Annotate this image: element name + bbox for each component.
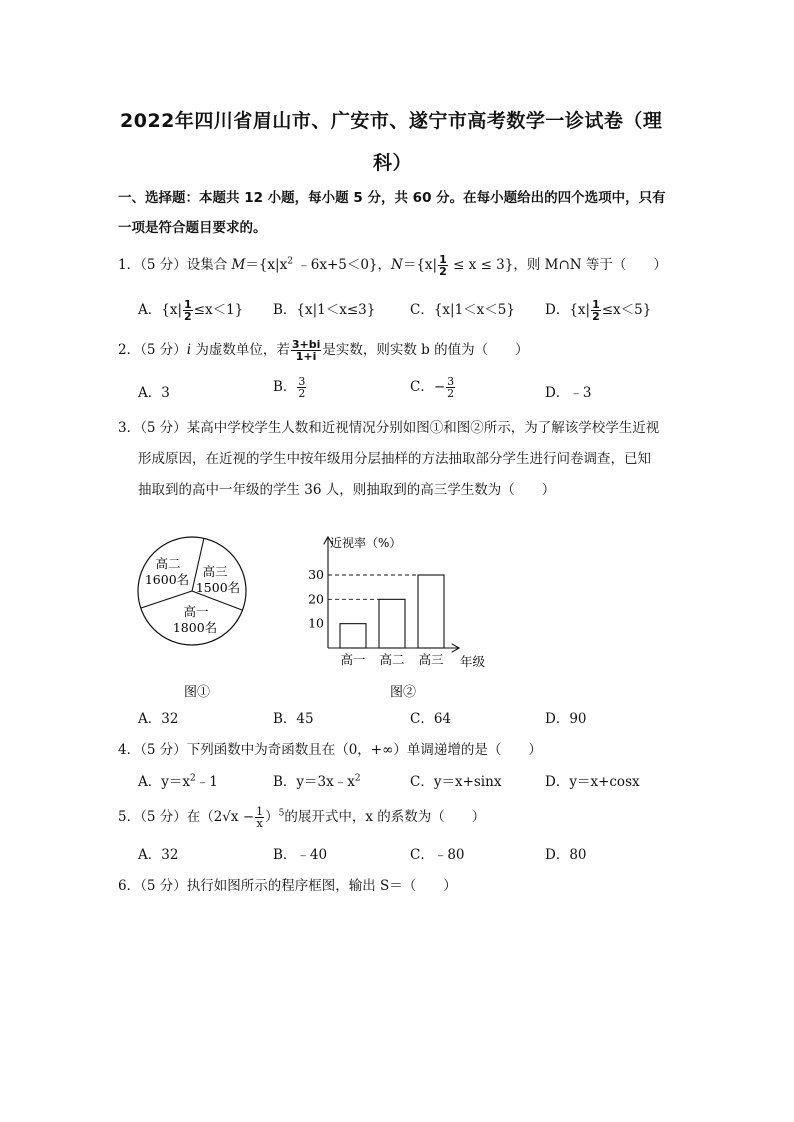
pie-label-g2: 高二 xyxy=(155,556,181,571)
pie-label-g1: 高一 xyxy=(183,604,209,619)
pie-label-g3: 高三 xyxy=(202,564,228,579)
q1-optd-den: 2 xyxy=(592,310,600,323)
q2-optc-num: 3 xyxy=(447,375,455,388)
q1-n-rest: ≤ x ≤ 3}，则 M∩N 等于（ ） xyxy=(448,257,667,273)
q1-opta-frac xyxy=(183,299,193,322)
q2-optc-pre: C．− xyxy=(410,379,446,395)
question-2 xyxy=(118,338,529,362)
q1-opta-num: 1 xyxy=(184,298,192,311)
q2-rest: 是实数，则实数 b 的值为（ ） xyxy=(322,342,529,358)
q5-rest: 的展开式中，x 的系数为（ ） xyxy=(284,809,486,825)
q1-optd-num: 1 xyxy=(592,298,600,311)
q1-set-m: M xyxy=(231,257,246,273)
q1-m-rest: ﹣6x+5＜0}， xyxy=(292,257,392,273)
q1-frac-den: 2 xyxy=(439,265,447,278)
q4-opta-pre: A．y＝x xyxy=(138,774,190,790)
q5-option-a: A．32 xyxy=(138,847,179,863)
q1-option-a xyxy=(138,298,243,322)
q5-prefix: 5．（5 分）在（2√x − xyxy=(118,809,255,825)
q4-option-a xyxy=(138,770,218,790)
question-1 xyxy=(118,253,667,277)
q1-n-def: ＝{x| xyxy=(402,257,438,273)
q2-optb-num: 3 xyxy=(298,375,306,388)
q2-optc-frac xyxy=(446,376,455,399)
q2-prefix: 2．（5 分） xyxy=(118,342,187,358)
question-5 xyxy=(118,805,485,829)
bar-1 xyxy=(340,624,366,648)
q2-imag-unit: i xyxy=(186,342,192,358)
x-tick-label: 高二 xyxy=(379,652,405,667)
q2-optb-frac xyxy=(297,376,306,399)
bar-chart-figure xyxy=(300,528,510,708)
q1-fraction xyxy=(438,254,448,277)
section-header-cont: 一项是符合题目要求的。 xyxy=(118,220,267,236)
x-axis-label: 年级 xyxy=(460,654,486,669)
bar-3 xyxy=(418,575,444,648)
q2-mid: 为虚数单位，若 xyxy=(191,342,290,358)
section-header: 一、选择题：本题共 12 小题，每小题 5 分，共 60 分。在每小题给出的四个选项中，只有 xyxy=(118,190,666,206)
pie-count-g1: 1800名 xyxy=(172,620,218,635)
q1-m-exp: 2 xyxy=(287,256,293,267)
q3-option-c: C．64 xyxy=(410,711,452,727)
q2-optc-den: 2 xyxy=(447,387,455,400)
x-tick-label: 高三 xyxy=(418,652,444,667)
q3-option-d: D．90 xyxy=(545,711,587,727)
q1-opta-pre: A．{x| xyxy=(138,302,183,318)
q4-option-b xyxy=(273,770,361,790)
q4-option-c: C．y＝x+sinx xyxy=(410,774,502,790)
bar-chart-caption: 图② xyxy=(389,685,417,700)
bar-2 xyxy=(379,599,405,648)
question-6: 6．（5 分）执行如图所示的程序框图，输出 S＝（ ） xyxy=(118,878,457,894)
q5-exp: 5 xyxy=(278,808,285,819)
question-3-line3: 抽取到的高中一年级的学生 36 人，则抽取到的高三学生数为（ ） xyxy=(138,482,556,498)
q2-frac-den: 1+i xyxy=(295,350,317,363)
y-tick-label: 10 xyxy=(308,615,324,631)
q1-opta-post: ≤x＜1} xyxy=(193,302,244,318)
q2-fraction xyxy=(291,339,322,362)
q4-option-d: D．y＝x+cosx xyxy=(545,774,640,790)
q1-option-c: C．{x|1＜x＜5} xyxy=(410,302,515,318)
q1-option-b: B．{x|1＜x≤3} xyxy=(273,302,376,318)
q1-set-n: N xyxy=(391,257,403,273)
question-3-line1: 3．（5 分）某高中学校学生人数和近视情况分别如图①和图②所示，为了解该学校学生近视 xyxy=(118,420,660,436)
pie-caption: 图① xyxy=(183,685,211,700)
q5-option-c: C．﹣80 xyxy=(410,847,465,863)
q1-m-def: ＝{x|x xyxy=(245,257,288,273)
q5-option-d: D．80 xyxy=(545,847,587,863)
y-tick-label: 20 xyxy=(308,591,324,607)
q1-opta-den: 2 xyxy=(184,310,192,323)
q5-frac-num: 1 xyxy=(256,805,264,818)
q2-option-b xyxy=(273,375,307,399)
q2-option-d: D．﹣3 xyxy=(545,385,592,401)
q1-optd-post: ≤x＜5} xyxy=(601,302,652,318)
pie-count-g2: 1600名 xyxy=(144,572,190,587)
q4-opta-post: ﹣1 xyxy=(195,774,218,790)
q4-optb-exp: 2 xyxy=(354,773,361,784)
q1-optd-pre: D．{x| xyxy=(545,302,591,318)
q2-frac-num: 3+bi xyxy=(291,338,321,351)
q1-prefix: 1．（5 分）设集合 xyxy=(118,257,232,273)
q5-frac-den: x xyxy=(256,817,263,830)
q2-optb-den: 2 xyxy=(298,387,306,400)
y-axis-label: 近视率（%） xyxy=(330,536,402,550)
q5-option-b: B．﹣40 xyxy=(273,847,328,863)
x-tick-label: 高一 xyxy=(340,652,366,667)
q1-optd-frac xyxy=(591,299,601,322)
pie-figure xyxy=(130,528,260,708)
q5-close: ） xyxy=(265,809,279,825)
page-title: 2022年四川省眉山市、广安市、遂宁市高考数学一诊试卷（理 xyxy=(120,110,663,132)
q4-opta-exp: 2 xyxy=(190,773,196,784)
y-tick-label: 30 xyxy=(308,567,324,582)
q1-option-d xyxy=(545,298,651,322)
q2-option-c xyxy=(410,375,456,399)
q1-frac-num: 1 xyxy=(439,253,447,266)
q5-fraction xyxy=(255,806,264,829)
question-4: 4．（5 分）下列函数中为奇函数且在（0，+∞）单调递增的是（ ） xyxy=(118,742,542,758)
q2-optb-pre: B． xyxy=(273,379,297,395)
q4-optb-pre: B．y＝3x﹣x xyxy=(273,774,355,790)
q3-option-a: A．32 xyxy=(138,711,179,727)
pie-count-g3: 1500名 xyxy=(195,580,241,595)
q3-option-b: B．45 xyxy=(273,711,314,727)
question-3-line2: 形成原因，在近视的学生中按年级用分层抽样的方法抽取部分学生进行问卷调查，已知 xyxy=(138,451,651,467)
page-title-cont: 科） xyxy=(373,152,413,174)
q2-option-a: A．3 xyxy=(138,385,170,401)
